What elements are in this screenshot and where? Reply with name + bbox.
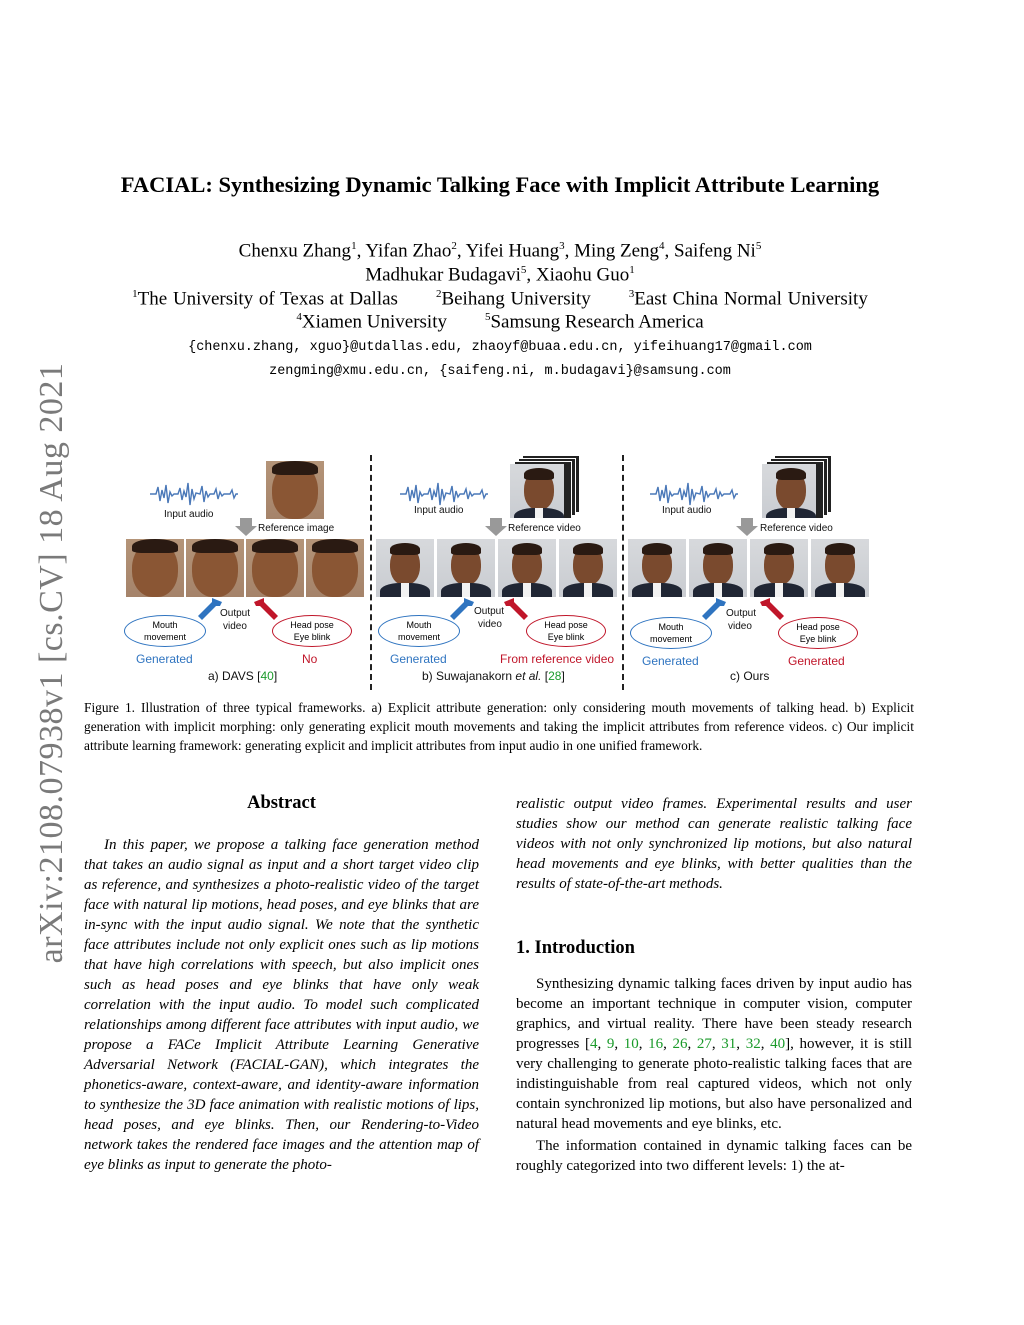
ellipse-text: Eye blink [293, 632, 331, 642]
head-pose-ellipse [272, 615, 352, 647]
output-face [126, 539, 184, 597]
panel-b-caption [422, 669, 565, 683]
reference-video-face [762, 464, 816, 518]
panel-divider [370, 455, 372, 690]
head-pose-ellipse [778, 617, 858, 649]
affil-sup: 1 [132, 288, 138, 300]
input-audio-label: Input audio [662, 505, 712, 516]
caption-text: b) Suwajanakorn [422, 669, 516, 683]
status-generated: Generated [788, 654, 845, 668]
status-generated: Generated [136, 652, 193, 666]
ellipse-text: movement [649, 634, 693, 644]
red-arrow-icon [760, 598, 784, 620]
affiliations-line-1 [80, 288, 920, 310]
introduction-heading: 1. Introduction [516, 938, 635, 958]
figure-1 [120, 455, 880, 695]
author-name: Ming Zeng [574, 240, 660, 262]
status-generated: Generated [642, 654, 699, 668]
output-face [811, 539, 869, 597]
red-arrow-icon [504, 598, 528, 620]
affil-sup: 5 [484, 311, 491, 323]
output-face [246, 539, 304, 597]
output-face [628, 539, 686, 597]
mouth-movement-ellipse [124, 615, 206, 647]
ellipse-text: Mouth [152, 620, 178, 630]
output-label: video [223, 621, 247, 632]
ellipse-text: movement [143, 632, 187, 642]
author-name: Madhukar Budagavi [365, 264, 521, 286]
output-label: Output [726, 608, 757, 619]
affiliation: East China Normal University [634, 288, 868, 310]
ellipse-text: Eye blink [547, 632, 585, 642]
author-sup: 4 [659, 240, 665, 252]
output-face [559, 539, 617, 597]
reference-label: Reference video [508, 523, 581, 534]
citation-link[interactable]: 10 [623, 1036, 639, 1052]
citation-link[interactable]: 32 [745, 1036, 761, 1052]
blue-arrow-icon [702, 598, 726, 620]
output-face [750, 539, 808, 597]
intro-text: Synthesizing dynamic talking faces driven by input audio has become an important technique in computer vision, computer graphics, and virtual reality. There have been steady research progresses [ [516, 976, 912, 1052]
author-sup: 5 [755, 240, 762, 252]
status-generated: Generated [390, 652, 447, 666]
reference-label: Reference image [258, 523, 335, 534]
ellipse-text: Eye blink [799, 634, 837, 644]
output-face [186, 539, 244, 597]
author-sup: 3 [559, 240, 565, 252]
left-column [84, 793, 479, 1175]
abstract-text-continued: realistic output video frames. Experimental results and user studies show our method can generate realistic talking face videos with not only synchronized lip motions, but also natural head movements and eye blinks, with better qualities than the results of state-of-the-art methods. [516, 796, 912, 892]
citation-link[interactable]: 4 [589, 1036, 598, 1052]
citation-link[interactable]: 31 [721, 1036, 737, 1052]
status-no: No [302, 652, 318, 666]
down-arrow-icon [485, 518, 507, 536]
caption-text: et al. [515, 669, 542, 683]
citation-link[interactable]: 40 [260, 669, 274, 683]
authors-line-1: Chenxu Zhang$^1$, Yifan Zhao$^2$, Yifei Huang$^3$, Ming Zeng$^4$, Saifeng Ni$^5$ [238, 240, 762, 262]
ellipse-text: movement [397, 632, 441, 642]
email-line-1: {chenxu.zhang, xguo}@utdallas.edu, zhaoyf@buaa.edu.cn, yifeihuang17@gmail.com [188, 340, 812, 355]
affil-sup: 4 [296, 311, 302, 323]
author-name: Yifei Huang [465, 240, 560, 262]
reference-image-face [266, 461, 324, 519]
output-face [306, 539, 364, 597]
output-face [376, 539, 434, 597]
mouth-movement-ellipse [630, 617, 712, 649]
figure-caption: Figure 1. Illustration of three typical frameworks. a) Explicit attribute generation: only considering mouth movements of talking head. b) Explicit generation with implicit morphing: only generating explicit mouth movements and taking the implicit attributes from reference videos. c) Our implicit attribute learning framework: generating explicit and implicit attributes from input audio in one unified framework. [84, 700, 914, 753]
output-face [437, 539, 495, 597]
author-sup: 1 [629, 264, 635, 276]
author-name: Yifan Zhao [365, 240, 452, 262]
affiliation: Xiamen University [301, 311, 447, 333]
right-column [516, 794, 912, 1176]
ellipse-text: Head pose [290, 620, 334, 630]
input-audio-label: Input audio [164, 509, 214, 520]
citation-link[interactable]: 40 [770, 1036, 786, 1052]
ellipse-text: Mouth [406, 620, 432, 630]
affiliation: Samsung Research America [490, 311, 704, 333]
output-label: Output [474, 606, 505, 617]
reference-label: Reference video [760, 523, 833, 534]
reference-video-face [510, 464, 564, 518]
author-sup: 5 [520, 264, 527, 276]
authors-line-2: Madhukar Budagavi$^5$, Xiaohu Guo$^1$ [365, 264, 635, 286]
caption-text: ] [273, 669, 278, 683]
panel-divider [622, 455, 624, 690]
status-from-reference: From reference video [500, 652, 615, 666]
author-sup: 1 [351, 240, 357, 252]
mouth-movement-ellipse [378, 615, 460, 647]
output-label: Output [220, 608, 251, 619]
panel-c-caption: c) Ours [730, 669, 770, 683]
citation-link[interactable]: 9 [606, 1036, 615, 1052]
affiliations-line-2 [80, 311, 920, 333]
citation-link[interactable]: 26 [672, 1036, 688, 1052]
down-arrow-icon [736, 518, 758, 536]
caption-text: ] [561, 669, 565, 683]
head-pose-ellipse [526, 615, 606, 647]
author-name: Xiaohu Guo [535, 264, 630, 286]
citation-link[interactable]: 16 [648, 1036, 664, 1052]
arxiv-side-stamp: arXiv:2108.07938v1 [cs.CV] 18 Aug 2021 [33, 362, 70, 964]
affiliation: The University of Texas at Dallas [137, 288, 398, 310]
intro-text: ], however, it is still very challenging to generate photo-realistic talking faces that are indistinguishable from real captured videos, which not only contain synchronized lip motions, but also have personalized and natural head movements and eye blinks, etc. [516, 1036, 913, 1132]
input-audio-label: Input audio [414, 505, 464, 516]
down-arrow-icon [235, 518, 257, 536]
output-label: video [478, 619, 502, 630]
citation-link[interactable]: 28 [548, 669, 562, 683]
ellipse-text: Head pose [796, 622, 840, 632]
author-name: Saifeng Ni [674, 240, 756, 262]
output-label: video [728, 621, 752, 632]
intro-paragraph-2: The information contained in dynamic talking faces can be roughly categorized into two different levels: 1) the at- [516, 1138, 912, 1174]
abstract-heading: Abstract [247, 793, 316, 813]
affiliation: Beihang University [441, 288, 591, 310]
intro-paragraph-1: Synthesizing dynamic talking faces driven by input audio has become an important technique in computer vision, computer graphics, and virtual reality. There have been steady research progresses [4, 9, 10, 16, 26, 27, 31, 32, 40], however, it is still very challenging to generate photo-realistic talking faces that are indistinguishable from real captured videos, which not only contain synchronized lip motions, but also have personalized and natural head movements and eye blinks, etc. [516, 976, 913, 1132]
paper-title: FACIAL: Synthesizing Dynamic Talking Face with Implicit Attribute Learning [120, 172, 880, 197]
panel-a-caption [208, 669, 277, 683]
ellipse-text: Head pose [544, 620, 588, 630]
email-line-2: zengming@xmu.edu.cn, {saifeng.ni, m.budagavi}@samsung.com [269, 364, 731, 379]
abstract-text: In this paper, we propose a talking face generation method that takes an audio signal as input and a short target video clip as reference, and synthesizes a photo-realistic video of the target face with natural lip motions, head poses, and eye blinks that are in-sync with the input audio signal. We note that the synthetic face attributes include not only explicit ones such as lip motions that have high correlations with speech, but also implicit ones such as head poses and eye blinks that have only weak correlation with the input audio. To model such complicated relationships among different face attributes with input audio, we propose a FACe Implicit Attribute Learning Generative Adversarial Network (FACIAL-GAN), which integrates the phonetics-aware, context-aware, and identity-aware information to synthesize the 3D face animation with realistic motions of lips, head poses, and eye blinks. Then, our Rendering-to-Video network takes the rendered face images and the attention map of eye blinks as input to generate the photo- [84, 837, 479, 1173]
author-sup: 2 [451, 240, 457, 252]
audio-waveform-icon [150, 479, 238, 509]
ellipse-text: Mouth [658, 622, 684, 632]
caption-text: a) DAVS [ [208, 669, 261, 683]
affil-sup: 3 [628, 288, 635, 300]
affil-sup: 2 [435, 288, 442, 300]
citation-link[interactable]: 27 [696, 1036, 712, 1052]
author-name: Chenxu Zhang [238, 240, 352, 262]
output-face [498, 539, 556, 597]
output-face [689, 539, 747, 597]
caption-text: [ [541, 669, 549, 683]
